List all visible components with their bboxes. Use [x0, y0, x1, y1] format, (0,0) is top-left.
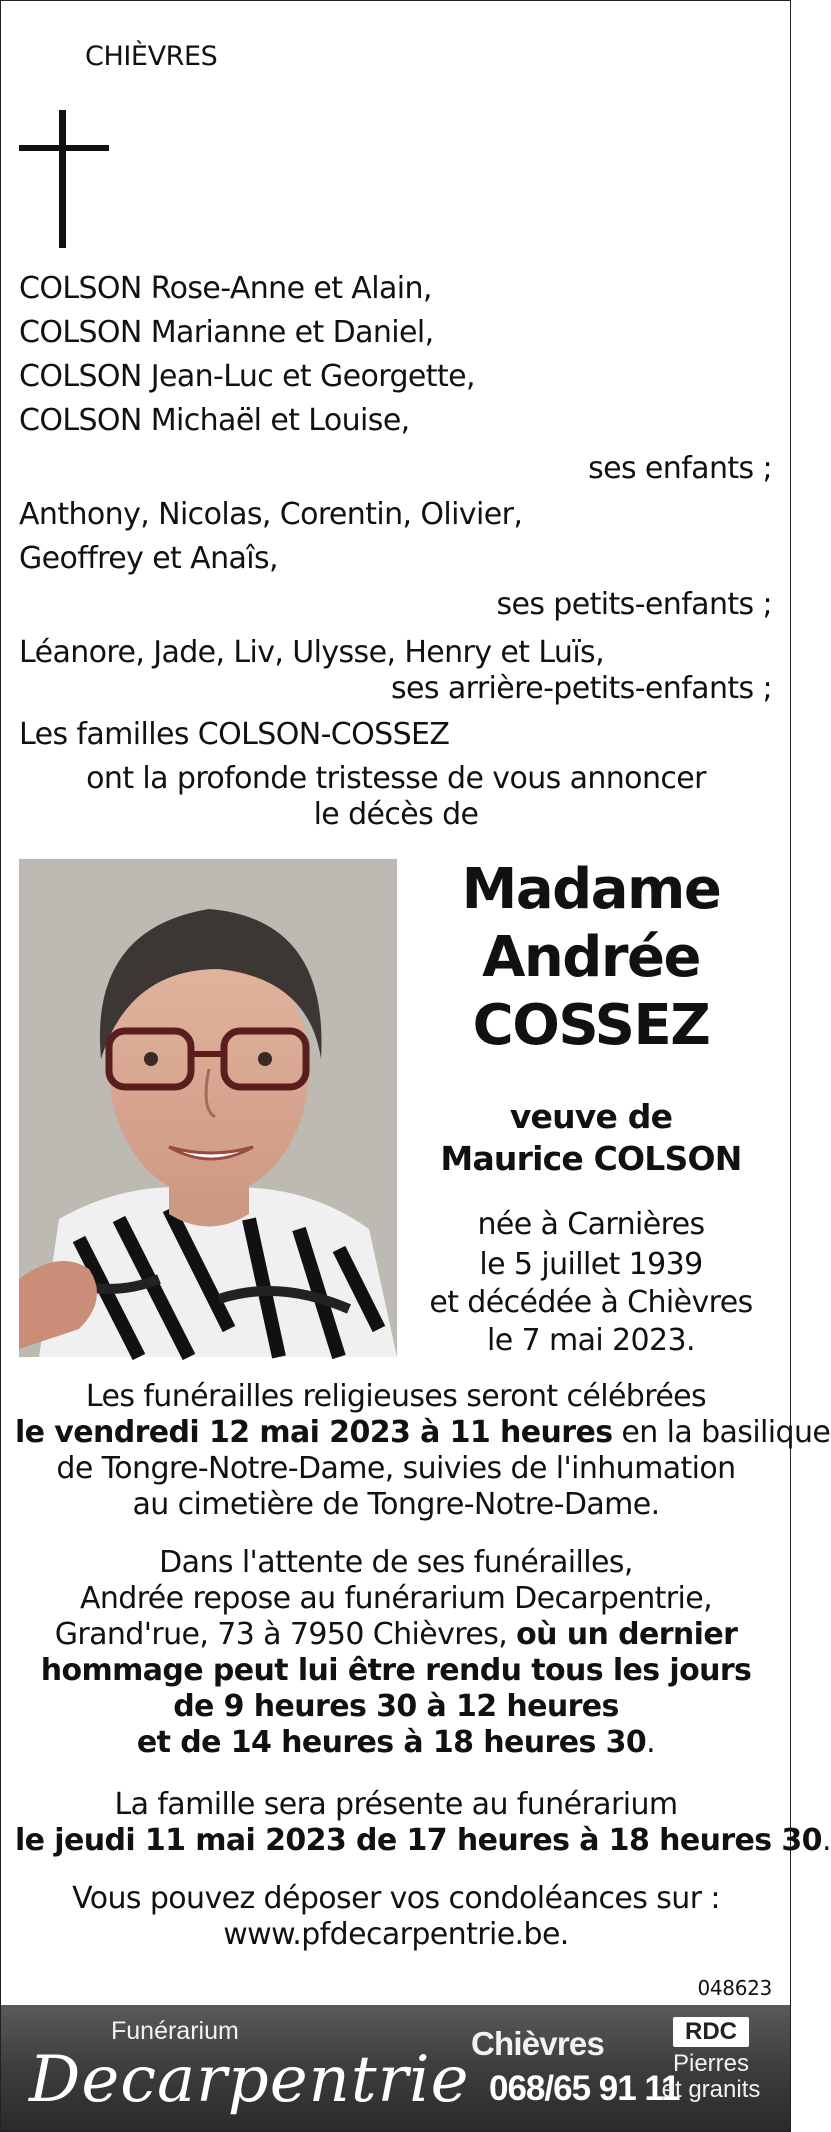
presence-line: La famille sera présente au funérarium	[114, 1787, 678, 1822]
widow-name: Maurice COLSON	[440, 1139, 742, 1178]
footer-label: Funérarium	[111, 2017, 239, 2045]
child-line: COLSON Michaël et Louise,	[19, 403, 410, 438]
repose-line	[15, 1617, 777, 1653]
grandchild-line: Anthony, Nicolas, Corentin, Olivier,	[19, 497, 523, 532]
repose-line: Andrée repose au funérarium Decarpentrie,	[79, 1581, 713, 1616]
portrait-photo	[19, 859, 397, 1357]
repose-period: .	[646, 1725, 656, 1760]
repose-line: de 9 heures 30 à 12 heures	[173, 1689, 619, 1724]
repose-line: Dans l'attente de ses funérailles,	[159, 1545, 633, 1580]
rdc-logo: RDC	[673, 2017, 749, 2047]
footer-brand: Decarpentrie	[29, 2043, 470, 2117]
deceased-first-name: Andrée	[482, 925, 700, 990]
great-grandchildren-line: Léanore, Jade, Liv, Ulysse, Henry et Luïs,	[19, 635, 605, 670]
funeral-line: au cimetière de Tongre-Notre-Dame.	[132, 1487, 660, 1522]
funeral-line	[15, 1415, 831, 1451]
bio-line: et décédée à Chièvres	[429, 1285, 753, 1320]
funeral-line: de Tongre-Notre-Dame, suivies de l'inhumation	[56, 1451, 736, 1486]
bio-line: le 5 juillet 1939	[479, 1247, 703, 1282]
families-line: Les familles COLSON-COSSEZ	[19, 717, 450, 752]
child-line: COLSON Marianne et Daniel,	[19, 315, 434, 350]
header-town: CHIÈVRES	[85, 41, 218, 72]
bio-line: née à Carnières	[477, 1207, 705, 1242]
repose-line: hommage peut lui être rendu tous les jours	[40, 1653, 752, 1688]
funeral-place: en la basilique	[612, 1415, 831, 1450]
announce-line: le décès de	[313, 797, 479, 832]
cross-icon	[59, 110, 66, 248]
funeral-date: le vendredi 12 mai 2023 à 11 heures	[15, 1415, 613, 1450]
cross-icon-bar	[19, 145, 109, 151]
child-line: COLSON Rose-Anne et Alain,	[19, 271, 432, 306]
announce-line: ont la profonde tristesse de vous annoncer	[86, 761, 706, 796]
footer-phone: 068/65 91 11	[489, 2069, 680, 2108]
bio-line: le 7 mai 2023.	[487, 1323, 695, 1358]
children-role: ses enfants ;	[588, 451, 772, 486]
presence-date: le jeudi 11 mai 2023 de 17 heures à 18 heures 30	[15, 1823, 822, 1858]
child-line: COLSON Jean-Luc et Georgette,	[19, 359, 475, 394]
condolences-line: Vous pouvez déposer vos condoléances sur :	[72, 1881, 720, 1916]
widow-line: veuve de	[509, 1097, 673, 1136]
reference-number: 048623	[697, 1976, 772, 2000]
rdc-subtitle	[661, 2051, 761, 2103]
repose-line	[15, 1725, 777, 1761]
footer-town: Chièvres	[471, 2025, 605, 2062]
funeral-line: Les funérailles religieuses seront célébrées	[85, 1379, 707, 1414]
deceased-title: Madame	[461, 857, 721, 922]
grandchildren-role: ses petits-enfants ;	[496, 587, 772, 622]
great-grandchildren-role: ses arrière-petits-enfants ;	[390, 671, 772, 706]
repose-hommage: où un dernier	[516, 1617, 738, 1652]
repose-address: Grand'rue, 73 à 7950 Chièvres,	[54, 1617, 517, 1652]
presence-line	[15, 1823, 831, 1859]
funeral-home-banner	[1, 2005, 790, 2131]
presence-period: .	[821, 1823, 831, 1858]
deceased-last-name: COSSEZ	[472, 993, 710, 1058]
condolences-url[interactable]: www.pfdecarpentrie.be.	[223, 1917, 569, 1952]
rdc-sub-line: Pierres	[672, 2050, 750, 2077]
repose-hours: et de 14 heures à 18 heures 30	[136, 1725, 647, 1760]
rdc-sub-line: et granits	[661, 2076, 761, 2103]
portrait-illustration	[19, 859, 397, 1357]
grandchild-line: Geoffrey et Anaîs,	[19, 541, 278, 576]
